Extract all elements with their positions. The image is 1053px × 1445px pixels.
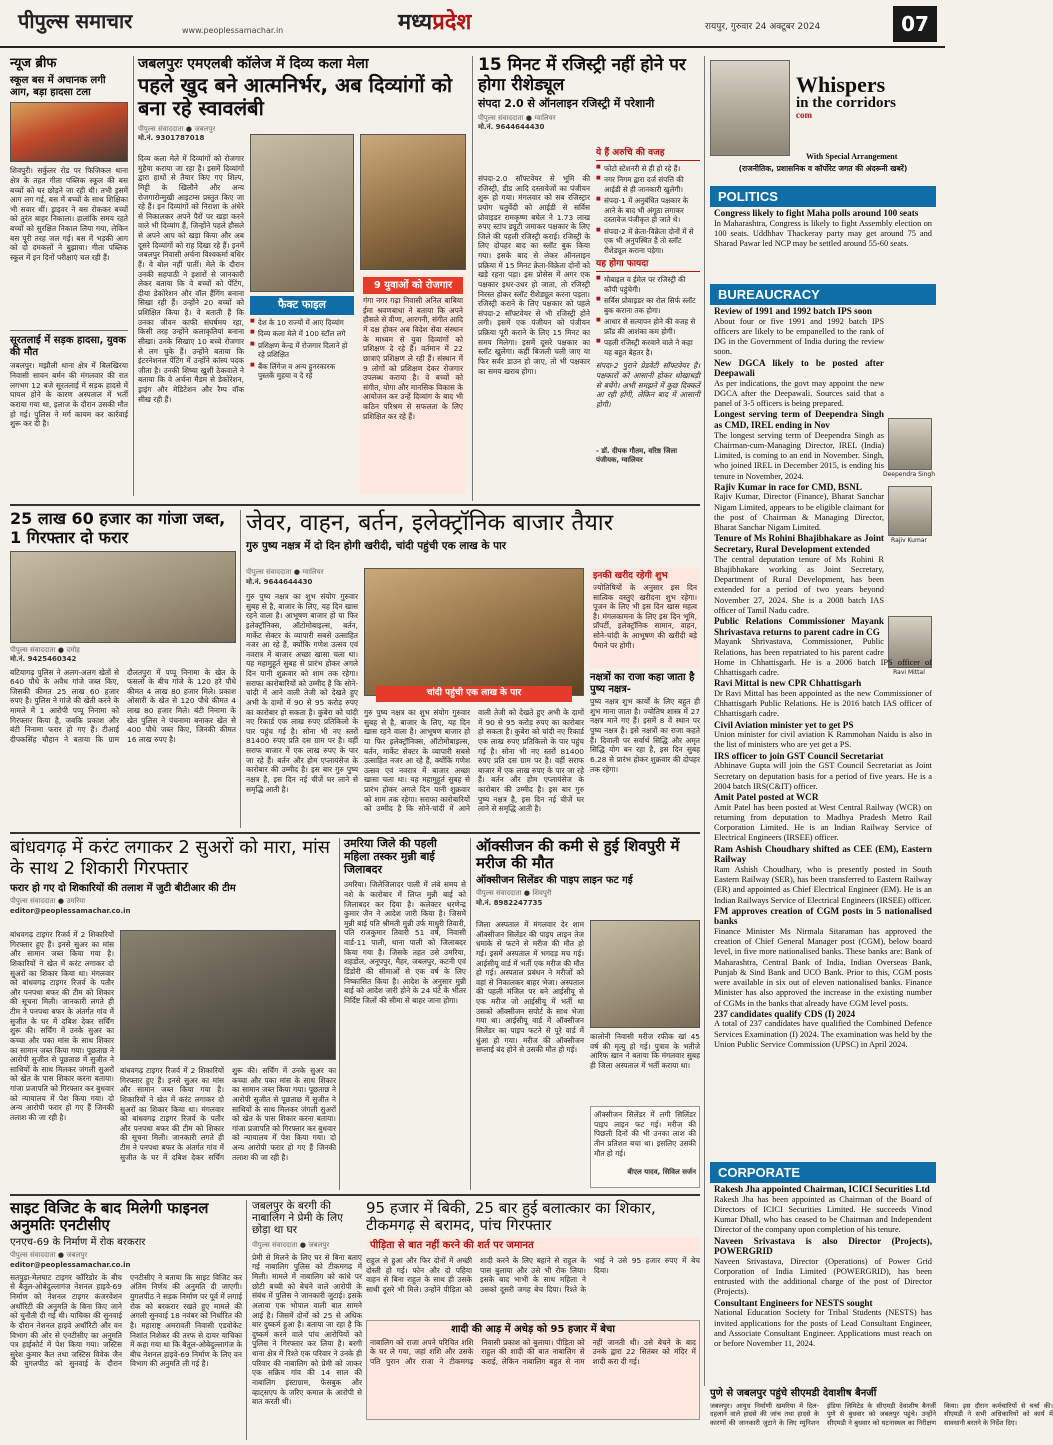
pigs-body: बांधवगढ़ टाइगर रिजर्व में 2 शिकारियों गिरफ्तार हुए हैं। इनसे सुअर का मांस और सामान जब्त किया गया है। शिकारियों ने खेत में करंट लगाकर दो सुअरों का शिकार किया था। मंगलवार को बांधवगढ़ टाइगर रिजर्व के पतौर और पनपथा बफर की टीम को शिकार की सूचना मिली। जानकारी लगते ही टीम ने पनपथा बफर के अंतर्गत गांव में सुजीत के घर में दबिश देकर सर्चिंग शुरू की। सर्चिंग में उनके सुअर का कच्चा और पका मांस के साथ शिकार का सामान जब्त किया गया। पूछताछ ने आरोपी सुजीत से पूछताछ में सुजीत ने साथियों के साथ मिलकर जंगली सुअरों को खेत के पास शिकार करना बताया। गांजा प्रजापति को गिरफ्तार कर बुधवार को न्यायालय में पेश किया गया। दो अन्य आरोपी फरार हो गए हैं जिनकी तलाश की जा रही है।	[10, 930, 114, 1122]
gain-item: ■ आधार से सत्यापन होने की वजह से फ्रॉड की आशंका कम होगी।	[596, 317, 700, 336]
bazaar-byline: पीपुल्स संवाददाता ● ग्वालियर	[246, 568, 324, 576]
bargi-story	[252, 1200, 362, 1440]
bureau-item: Rajiv Kumar in race for CMD, BSNL Rajiv Kumar, Director (Finance), Bharat Sanchar Nigam Limited, appears to be eligible claimant for the post of Chairman & Managing Director, Bharat Sanchar Nigam Limited.	[714, 481, 884, 533]
why-item: ■ संपदा-2 में क्रेता-विक्रेता दोनों में से एक भी अनुपस्थित है तो स्लॉट रीशेड्यूल कराना पड़ेगा।	[596, 227, 700, 256]
bureau-item: Tenure of Ms Rohini Bhajibhakare as Joint Secretary, Rural Development extended The central deputation tenure of Ms Rohini R Bhajibhakare working as Joint Secretary, Department of Rural Development, has been extended for a period of two years beyond November 27, 2024. She is a 2008 batch IAS officer of Tamil Nadu cadre.	[714, 533, 884, 615]
pushya-title: नक्षत्रों का राजा कहा जाता है पुष्य नक्षत्र-	[590, 672, 695, 695]
politics-headline: Congress likely to fight Maha polls around 100 seats	[714, 208, 919, 218]
bureau-item: Amit Patel posted at WCR Amit Patel has been posted at West Central Railway (WCR) on returning from deputation to Madhya Pradesh Metro Rail Corporation Limited. He is an Indian Railway Service of Electrical Engineers (IRSEE) officer.	[714, 792, 932, 843]
pigs-email[interactable]: editor@peoplessamachar.co.in	[10, 906, 131, 915]
bureau-item: Civil Aviation minister yet to get PS Union minister for civil aviation K Rammohan Naidu is also in the list of ministers who are yet get a PS.	[714, 719, 932, 750]
column-rule	[240, 510, 241, 828]
bureaucracy-list	[714, 306, 932, 1156]
column-rule	[704, 56, 705, 1386]
surgeon-quote: ऑक्सीजन सिलेंडर में लगी सिलिंडर पाइप लाइन फट गई। मरीज की पिछली दिनों की भी उनका लाश की तीन प्रतिशत बचा था। इसलिए उसकी मौत हो गई।	[594, 1110, 696, 1158]
bazaar-body: गुरु पुष्य नक्षत्र का शुभ संयोग गुरुवार सुबह से है, बाजार के लिए, यह दिन खास रहने वाला है। आभूषण बाजार हो या फिर इलेक्ट्रॉनिक्स, ऑटोमोबाइल्स, बर्तन, मार्केट सेक्टर के व्यापारी सबसे उत्साहित नजर आ रहे हैं, क्योंकि गणेश उत्सव एवं नवरात्र में बाजार अच्छा खासा चला था। यह महामुहूर्त सुबह से प्रारंभ होकर अगले दिन यानी शुक्रवार को शाम तक रहेगा। सराफा कारोबारियों को उम्मीद है कि सोने-चांदी में आने वाली तेजी को देखते हुए अभी के दामों में 90 से 95 करोड़ रुपए का कारोबार हो सकता है। कुबेरा को चांदी नए रिकार्ड एक लाख रुपए प्रतिकिलो के पार पहुंच गई है। सोना भी नए स्तरों 81400 रुपए प्रति दस ग्राम पर है। वहीं सराफ बाजार में एक लाख रुपए के पार जा रहे हैं। बर्तन और होम एप्लायंसेज के कारोबार की उम्मीद है। इस बार गुरु पुष्य नक्षत्र है, इस दिन नई चीजें घर लाने से समृद्धि आती है।	[246, 592, 358, 794]
shubh-box	[590, 568, 700, 668]
artwork-photo	[250, 134, 354, 292]
sold-sub: पीड़िता से बात नहीं करने की शर्त पर जमानत	[366, 1238, 700, 1253]
mela-body: दिव्य कला मेले में दिव्यांगों को रोजगार मुहैया कराया जा रहा है। इसमें दिव्यांगों द्वारा हाथों से तैयार किए गए शिल्प, मिट्टी के खिलौने और अन्य रोजगारोन्मुखी आइटम्स प्रस्तुत किए जा रहे हैं। इन दिव्यांगों को निराशा के अंधेरे से निकालकर अपने पैरों पर खड़ा करने वाले भी दिव्यांग हैं, जिन्होंने पहले हौसले से अपने आप को खड़ा किया और अब दूसरे दिव्यांगों को राह दिखा रहे हैं। इनमें जबलपुर निवासी अर्चना विश्वकर्मा बधिर हैं। वे बोल नहीं पातीं। मेले के दौरान उनकी सहपाठी ने इशारों से जानकारी लेकर बताया कि वे बच्चों को पेंटिंग, दीया डेकोरेशन और वॉल हैंगिंग बनाना सिखा रही हैं। उन्होंने 20 बच्चों को प्रशिक्षित किया है। वे बताती हैं कि उनका जीवन काफी संघर्षमय रहा, किसी तरह उन्होंने कलाकृतियां बनाना सीखा। उनके सिखाए 10 बच्चे रोजगार से लग चुके हैं। उन्होंने बताया कि इंटरनेशनल पेंटिंग में उन्होंने कांस्य पदक जीता है। उनकी शिष्या खुशी ठेकवाले ने बताया कि वे अर्चना मैडम से डेकोरेशन, ड्राइंग और मेडिटेशन और रैम्प वॉक सीख रही हैं।	[138, 154, 244, 404]
ganja-headline: 25 लाख 60 हजार का गांजा जब्त, 1 गिरफ्तार दो फरार	[10, 509, 226, 547]
mela-headline: पहले खुद बने आत्मनिर्भर, अब दिव्यांगों को बना रहे स्वावलंबी	[138, 73, 453, 121]
munni-story	[344, 838, 466, 1190]
bureau-item: Ravi Mittal is new CPR Chhattisgarh Dr Ravi Mittal has been appointed as the new Commissioner of Chhattisgarh Public Relations. He is 2016 batch IAS officer of Chhattisgarh cadre.	[714, 678, 932, 719]
section-title: मध्यप्रदेश	[398, 10, 472, 35]
corp-item: Naveen Srivastava is also Director (Projects), POWERGRID Naveen Srivastava, Director (Operations) of Power Grid Corporation of India Limited (POWERGRID), has been entrusted with the additional charge of the post of Director (Projects).	[714, 1235, 932, 1297]
brand-logo: पीपुल्स समाचार	[18, 9, 133, 33]
bazaar-phone: मो.नं. 9644644430	[246, 578, 313, 586]
politics-band: POLITICS	[710, 186, 936, 207]
whispers-column	[710, 56, 936, 1386]
registry-byline: पीपुल्स संवाददाता ● ग्वालियर	[478, 114, 556, 123]
pigs-headline: बांधवगढ़ में करंट लगाकर 2 सुअरों को मारा, मांस के साथ 2 शिकारी गिरफ्तार	[10, 837, 330, 879]
shubh-title: इनकी खरीद रहेगी शुभ	[593, 571, 668, 581]
column-rule	[470, 838, 471, 1190]
news-brief	[10, 56, 128, 496]
gain-list	[596, 275, 700, 357]
fact-item: ■ दिव्य कला मेले में 100 स्टॉल लगे	[250, 329, 354, 339]
oxygen-sub: ऑक्सीजन सिलेंडर की पाइप लाइन फट गई	[476, 874, 633, 886]
youth-box-title: 9 युवाओं को रोजगार	[363, 277, 463, 294]
whispers-tag: com	[796, 110, 812, 120]
mela-story	[138, 56, 468, 501]
section-divider	[10, 832, 700, 834]
registry-headline: 15 मिनट में रजिस्ट्री नहीं होने पर होगा रीशेड्यूल	[478, 55, 686, 95]
ntca-email[interactable]: editor@peoplessamachar.co.in	[10, 1260, 131, 1269]
ntca-headline: साइट विजिट के बाद मिलेगी फाइनल अनुमतिः एनटीसीए	[10, 1199, 209, 1235]
sold-box	[366, 1320, 700, 1420]
registry-body: संपदा-2.0 सॉफ्टवेयर से भूमि की रजिस्ट्री, डीड आदि दस्तावेजों का पंजीयन शुरू हो गया। मंगलवार को सब रजिस्ट्रार प्रयोग चतुर्वेदी को आईडी से सर्विस प्रोवाइडर रामकृष्ण बघेल ने 1.73 लाख रुपए स्टांप ड्यूटी जमाकर पक्षकार के लिए जिले की पहली रजिस्ट्री कराई। रजिस्ट्री के लिए दोपहर बाद का स्लॉट बुक किया गया। इसके बाद से लेकर ऑनलाइन प्रक्रिया में 15 मिनट क्रेता-विक्रेता दोनों को खड़े रहना पड़ा। इस प्रोसेस में अगर एक पक्षकार इधर-उधर हो जाता, तो रजिस्ट्री निरस्त होकर स्लॉट रीशेड्यूल करना पड़ता। रजिस्ट्री कराने के लिए पक्षकार को पहले संपदा-2 सॉफ्टवेयर से भी रजिस्ट्री होने लगी। इसमें एक पंजीयन को पंजीयन प्रक्रिया पूरी कराने के लिए 15 मिनट का समय मिलेगा। इसमें दूसरे पक्षकार का स्लॉट खुलेगा। कहीं बिजली चली जाए या फिर सर्वर डाउन हो जाए, तो भी पक्षकार का समय खराब होगा।	[478, 174, 590, 376]
column-rule	[133, 56, 134, 496]
politics-body: In Maharashtra, Congress is likely to fight Assembly election on 100 seats. Uddhhav Thackeray party may get around 75 and Sharad Pawar led NCP may be settled around 55-60 seats.	[714, 218, 932, 249]
oxygen-byline: पीपुल्स संवाददाता ● शिवपुरी	[476, 889, 552, 898]
ganja-byline: पीपुल्स संवाददाता ● दमोह	[10, 646, 80, 655]
surgeon-quote-box	[590, 1106, 700, 1188]
ganja-body: बटियागढ़ पुलिस ने अलग-अलग खेतों से 640 पौधे के अवैध गांजे जब्त किए, जिसकी कीमत 25 लाख 60 हजार रुपए है। पुलिस ने गांजे की खेती करने के मामले में 1 आरोपी पप्पू निनामा को गिरफ्तार किया है, जबकि प्रकाश और बंटी निनामा फरार हो गए हैं। टीआई दीपकसिंह चौहान ने बताया कि ग्राम दौलतपुरा में पप्पू निनामा के खेत के फसलों के बीच गांजे के 120 हरे पौधे कीमत 4 लाख 80 हजार मिले। प्रकाश ओसारी के खेत से 120 पौधे कीमत 4 लाख 80 हजार मिले। बंटी निनामा के खेत पुलिस ने पंचनामा बनाकर खेत से 400 पौधे जब्त किए, जिनकी कीमत 16 लाख रुपए है।	[10, 667, 236, 744]
registry-story	[478, 56, 700, 501]
pigs-story	[10, 838, 336, 1190]
brief-body-2: जबलपुर। मझौली थाना क्षेत्र में बिलखिरया निवासी सावन बर्मन की मंगलवार की रात लगभग 12 बजे सूरतलाई में सड़क हादसे में घायल होने के कारण अस्पताल में भर्ती कराया गया था, इलाज के दौरान उसकी मौत हो गई। पुलिस ने मर्ग कायम कर कार्रवाई शुरू कर दी है।	[10, 361, 128, 429]
registry-quote-by: - डॉ. दीपक गौतम, वरिष्ठ जिला पंजीयक, ग्वालियर	[596, 447, 678, 465]
sold-box-body: नाबालिग को राजा अपने परिचित शशि के घर ले गया, जहां शशि और उसके पति पुरान और राजा ने टीकमगढ़ निवासी प्रकाश को बुलाया। पीड़िता को राहुल की शादी की बात नाबालिग से कराई, लेकिन नाबालिग बहुत से नाम नहीं जानती थी। उसे बेचने के बाद उनके द्वारा 22 सितंबर को मंदिर में शादी करा दी गई।	[370, 1337, 696, 1366]
section-divider	[10, 504, 700, 506]
bargi-byline: पीपुल्स संवाददाता ● जबलपुर	[252, 1240, 330, 1249]
corporate-list	[714, 1184, 932, 1380]
youth-box-body: गंगा नगर गढ़ा निवासी अनिल बाबिया ईमा श्रवणबाधा ने बताया कि अपने हौसले से वीणा, आरगनी, संगीत आदि में दक्ष होकर अब विदेश सेवा संस्थान के माध्यम से युवा दिव्यांगों को प्रशिक्षण दे रहे हैं। वर्तमान में 22 छात्राएं प्रशिक्षण ले रही हैं। संस्थान में 9 लोगों को प्रशिक्षण देकर रोजगार उपलब्ध कराया है। वे बच्चों को संगीत, योगा और मानसिक विकास के आयोजन कर उन्हें दिव्यांग के बाद भी कठिन परिश्रम से सफलता के लिए प्रशिक्षित कर रहे हैं।	[363, 296, 463, 421]
forest-team-photo	[120, 930, 336, 1060]
fact-file	[250, 296, 354, 383]
why-list	[596, 164, 700, 256]
bureau-item: Longest serving term of Deependra Singh as CMD, IREL ending in Nov The longest serving term of Deependra Singh as Chairman-cum-Managing Director, IREL (India) Limited, is coming to an end in November. Singh, who joined IREL in December 2015, is ending his tenure in November, 2024.	[714, 409, 884, 481]
brief-label: न्यूज ब्रीफ	[10, 56, 57, 71]
mug-caption: Rajiv Kumar	[891, 537, 927, 544]
gain-item: ■ मोबाइल व ईमेल पर रजिस्ट्री की कॉपी पहुंचेगी।	[596, 275, 700, 294]
politics-item	[714, 208, 932, 249]
hospital-photo	[590, 920, 700, 1028]
corp-item: Rakesh Jha appointed Chairman, ICICI Securities Ltd Rakesh Jha has been appointed as Chairman of the Board of Directors of ICICI Securities Limited. He succeeds Vinod Kumar Dhall, who has ceased to be Chairman and Independent Director of the company upon completion of his tenure.	[714, 1184, 932, 1235]
site-url[interactable]: www.peoplessamachar.in	[182, 26, 284, 35]
gain-title: यह होगा फायदा	[596, 259, 700, 272]
fact-item: ■ बैंक लिंगेज व अन्य हुनरकारक पुस्तकें मुहया व दे रहे	[250, 362, 354, 381]
ntca-body: सतपुड़ा-मेलघाट टाइगर कॉरिडोर के बीच से बैतूल-ओबेदुल्लागंज नेशनल हाइवे-69 निर्माण को नेशनल टाइगर कंजरवेशन अथॉरिटी की अनुमति के बिना किए जाने को चुनौती दी गई थी। याचिका की सुनवाई के दौरान नेशनल हाइवे अथॉरिटी और वन विभाग की ओर से एनटीसीए का अनुमति पत्र हाईकोर्ट में पेश किया गया। जस्टिस सुरेश कुमार कैत तथा जस्टिस विवेक जैन की युगलपीठ को सुनवाई के दौरान एनटीसीए ने बताया कि साइट विजिट कर अंतिम निर्णय की अनुमति दी जाएगी। युगलपीठ ने सड़क निर्माण पर पूर्व में लगाई रोक को बरकरार रखते हुए मामले की अगली सुनवाई 18 नवंबर को निर्धारित की है। महाराष्ट्र अमरावती निवासी एडवोकेट निशांत निशेकर की तरफ से दायर याचिका में कहा गया था कि बैतूल-ओबेदुल्लागंज के बीच नेशनल हाइवे-69 निर्माण के लिए वन विभाग की अनुमति ली गई है।	[10, 1272, 243, 1369]
whispers-caption: (राजनीतिक, प्रशासनिक व कॉर्पोरेट जगत की अंदरूनी खबरें)	[738, 164, 908, 173]
devashish-story	[710, 1388, 1053, 1440]
bureau-item: Public Relations Commissioner Mayank Shrivastava returns to parent cadre in CG Mayank Shrivastava, Commissioner, Public Relations, has been repatriated to his parent cadre Home in Chhattisgarh. He is a 2006 batch IPS officer of Chhattisgarh cadre.	[714, 616, 932, 678]
arrangement: With Special Arrangement	[806, 152, 898, 161]
munni-body: उमरिया। जिलेजिलादर पाली में लंबे समय से नशे के कारोबार में लिप्त मुन्नी बाई को जिलाबदर कर दिया है। कलेक्टर धरणेन्द्र कुमार जैन ने आदेश जारी किया है। जिसमें मुन्नी बाई पति श्रीमती मुन्नी उर्फ माधुरी तिवारी, पति राजकुमार तिवारी 51 वर्ष, निवासी वार्ड-11 पाली, थाना पाली को जिलाबदर किया गया है। जिसके तहत उसे उमरिया, शहडोल, अनूपपुर, मैहर, जबलपुर, कटनी एवं डिंडोरी की सीमाओं से एक वर्ष के लिए निष्कासित किया है। आदेश के अनुसार मुन्नी बाई को आदेश जारी होने के 24 घंटे के भीतर निर्दिष्ट जिलों की सीमा से बाहर जाना होगा।	[344, 880, 466, 1005]
gain-item: ■ पहली रजिस्ट्री करवाने वाले ने कहा यह बहुत बेहतर है।	[596, 338, 700, 357]
pushya-body: पुष्य नक्षत्र शुभ कार्यों के लिए बहुत ही शुभ माना जाता है। ज्योतिष शास्त्र में 27 नक्षत्र माने गए हैं। इसमें 8 वें स्थान पर पुष्य नक्षत्र है। इसे नक्षत्रों का राजा कहते हैं। दिवाली पर सर्वार्थ सिद्धि और अमृत सिद्धि योग बन रहा है, इस दिन सुबह 6.28 से प्रारंभ होकर शुक्रवार की दोपहर तक रहेगा।	[590, 697, 700, 774]
bazaar-story	[246, 510, 700, 828]
bureau-item: New DGCA likely to be posted after Deepawali As per indications, the govt may appoint the new DGCA after the Deepawali. Sources said that a panel of 3-5 officers is being prepared.	[714, 357, 884, 409]
columnist-photo	[710, 60, 790, 156]
devashish-headline: पुणे से जबलपुर पहुंचे सीएमडी देवाशीष बैनर्जी	[710, 1388, 877, 1399]
divider	[10, 330, 128, 331]
registry-sub: संपदा 2.0 से ऑनलाइन रजिस्ट्री में परेशानी	[478, 97, 655, 111]
why-box	[596, 148, 700, 466]
why-item: ■ फोटो स्टेशनरी से ही हो रहे हैं।	[596, 164, 700, 174]
silver-caption: चांदी पहुंची एक लाख के पार	[376, 686, 572, 702]
sold-box-title: शादी की आड़ में अधेड़ को 95 हजार में बेचा	[451, 1323, 615, 1335]
mug-caption: Deependra Singh	[882, 471, 936, 478]
whispers-line2: in the corridors	[796, 95, 896, 111]
why-title: ये हैं अरुचि की वजह	[596, 148, 700, 161]
why-item: ■ संपदा-1 में अनुबंधित पक्षकार के आने के बाद भी अंगूठा लगाकर दस्तावेज पंजीकृत हो जाते थे।	[596, 196, 700, 225]
bureau-item: Review of 1991 and 1992 batch IPS soon About four or five 1991 and 1992 batch IPS officers are likely to be empanelled to the rank of DG in the Government of India during the review soon.	[714, 306, 884, 357]
munni-headline: उमरिया जिले की पहली महिला तस्कर मुन्नी बाई जिलाबदर	[344, 837, 437, 876]
page-number: 07	[893, 6, 937, 42]
bureau-item: IRS officer to join GST Council Secretariat Abhinave Gupta will join the GST Council Secretariat as Joint Secretary on deputation basis for a period of five years. He is a 2004 batch IRS(C&IT) officer.	[714, 750, 932, 791]
fact-file-title: फैक्ट फाइल	[250, 296, 354, 315]
fact-item: ■ प्रशिक्षण केन्द्र में रोजगार दिलाने हो रहे प्रशिक्षित	[250, 341, 354, 360]
craft-photo	[360, 134, 466, 270]
ntca-story	[10, 1200, 242, 1440]
bureau-item: 237 candidates qualify CDS (I) 2024 A total of 237 candidates have qualified the Combined Defence Services Examination (I) 2024. The examination was held by the Union Public Service Commission (UPSC) in April 2024.	[714, 1008, 932, 1049]
ntca-sub: एनएच-69 के निर्माण में रोक बरकरार	[10, 1236, 146, 1248]
why-item: ■ नगर निगम द्वारा दर्ज संपत्ति की आईडी से ही जानकारी खुलेगी।	[596, 175, 700, 194]
whispers-logo	[796, 74, 936, 120]
ganja-phone: मो.नं. 9425460342	[10, 655, 77, 664]
fact-item: ■ देश के 10 राज्यों में आए दिव्यांग	[250, 318, 354, 328]
bazaar-headline: जेवर, वाहन, बर्तन, इलेक्ट्रॉनिक बाजार तैयार	[246, 510, 614, 536]
bazaar-body-2	[364, 708, 584, 828]
sold-headline: 95 हजार में बिकी, 25 बार हुई बलात्कार का शिकार, टीकमगढ़ से बरामद, पांच गिरफ्तार	[366, 1199, 656, 1235]
fact-list	[250, 318, 354, 381]
bureau-item: FM approves creation of CGM posts in 5 nationalised banks Finance Minister Ms Nirmala Sitaraman has approved the creation of Chief General Manager post (CGM), below board level, in five more nationalised banks. These banks are: Bank of Maharashtra, Central Bank of India, Indian Overseas Bank, Punjab & Sind Bank and UCO Bank. Prior to this, CGM posts were available in six out of eleven nationalised banks. Finance Minister has also approved the increase in the existing number of CGMs in the banks that already have CGM level posts.	[714, 905, 932, 1008]
pigs-sub: फरार हो गए दो शिकारियों की तलाश में जुटी बीटीआर की टीम	[10, 882, 236, 894]
bazaar-body-2-cols: गुरु पुष्य नक्षत्र का शुभ संयोग गुरुवार सुबह से है, बाजार के लिए, यह दिन खास रहने वाला है। आभूषण बाजार हो या फिर इलेक्ट्रॉनिक्स, ऑटोमोबाइल्स, बर्तन, मार्केट सेक्टर के व्यापारी सबसे उत्साहित नजर आ रहे हैं, क्योंकि गणेश उत्सव एवं नवरात्र में बाजार अच्छा खासा चला था। यह महामुहूर्त सुबह से प्रारंभ होकर अगले दिन यानी शुक्रवार को शाम तक रहेगा। सराफा कारोबारियों को उम्मीद है कि सोने-चांदी में आने वाली तेजी को देखते हुए अभी के दामों में 90 से 95 करोड़ रुपए का कारोबार हो सकता है। कुबेरा को चांदी नए रिकार्ड एक लाख रुपए प्रतिकिलो के पार पहुंच गई है। सोना भी नए स्तरों 81400 रुपए प्रति दस ग्राम पर है। वहीं सराफ बाजार में एक लाख रुपए के पार जा रहे हैं। बर्तन और होम एप्लायंसेज के कारोबार की उम्मीद है। इस बार गुरु पुष्य नक्षत्र है, इस दिन नई चीजें घर लाने से समृद्धि आती है।	[364, 708, 584, 814]
bazaar-sub: गुरु पुष्य नक्षत्र में दो दिन होगी खरीदी, चांदी पहुंची एक लाख के पार	[246, 539, 507, 552]
column-rule	[246, 1200, 247, 1440]
ntca-byline: पीपुल्स संवाददाता ● जबलपुर	[10, 1251, 88, 1260]
column-rule	[339, 838, 340, 1190]
whispers-line1: Whispers	[796, 72, 886, 97]
bureaucracy-band: BUREAUCRACY	[710, 284, 936, 305]
ganja-story	[10, 510, 236, 828]
mela-byline: पीपुल्स संवाददाता ● जबलपुर	[138, 124, 216, 133]
oxygen-story	[476, 838, 700, 1190]
shubh-body: ज्योतिषियों के अनुसार इस दिन सात्विक वस्तुएं खरीदना शुभ रहेगा। पूजन के लिए भी इस दिन खास महत्व है। मंगलकामना के लिए इस दिन भूमि, प्रॉपर्टी, इलेक्ट्रॉनिक सामान, वाहन, सोने-चांदी के आभूषण की खरीदी बड़े पैमाने पर होगी।	[593, 582, 697, 650]
column-rule	[472, 56, 473, 501]
pushya-box	[590, 672, 700, 828]
brief-headline-2: सूरतलाई में सड़क हादसा, युवक की मौत	[10, 335, 126, 358]
pigs-byline: पीपुल्स संवाददाता ● उमरिया	[10, 897, 86, 906]
oxygen-headline: ऑक्सीजन की कमी से हुई शिवपुरी में मरीज की मौत	[476, 837, 680, 873]
bargi-kicker: जबलपुर के बरगी की नाबालिग ने प्रेमी के लिए छोड़ा था घर	[252, 1200, 343, 1237]
brief-body-1: शिवपुरी। सर्कुलर रोड पर फिजिकल थाना क्षेत्र के तहत गीता पब्लिक स्कूल की बस बच्चों को घर छोड़ने जा रही थी। तभी इसमें आग लग गई, बस में बच्चों के साथ शिक्षिका भी सवार थीं। ड्राइवर ने बस रोककर बच्चों को तुरंत बाहर निकाला। हालांकि समय रहते बच्चों को सुरक्षित निकाल लिया गया, लेकिन बस पूरी तरह जल गई। बस में भड़की आग को दो दमकलों ने बुझाया। गीता पब्लिक स्कूल में इन दिनों परीक्षाएं चल रही हैं।	[10, 166, 128, 262]
mug-spacer	[884, 406, 932, 514]
registry-phone: मो.नं. 9644644430	[478, 123, 545, 132]
oxygen-body: जिला अस्पताल में मंगलवार देर शाम ऑक्सीजन सिलेंडर की पाइप लाइन तेज धमाके से फटने से मरीज की मौत हो गई। इसमें अस्पताल में भगदड़ मच गई। आईसीयू वार्ड में भर्ती एक मरीज की मौत हो गई। अस्पताल प्रबंधन ने मरीजों को वहां से निकालकर बाहर भेजा। अस्पताल की पहली मंजिल पर बने आईसीयू से एक मरीज जो आईसीयू में भर्ती था उसको ऑक्सीजन सपोर्ट के साथ भेजा गया था। आईसीयू वार्ड में ऑक्सीजन सिलेंडर का पाइप फटने से पूरे वार्ड में धुंआ हो गया। मरीज की ऑक्सीजन सप्लाई बंद होने से उसकी मौत हो गई।	[476, 920, 584, 1055]
mug-caption: Ravi Mittal	[893, 669, 925, 676]
section-divider	[10, 1194, 700, 1196]
gain-item: ■ सर्विस प्रोवाइडर का रोल सिर्फ स्लॉट बुक कराना तक होगा।	[596, 296, 700, 315]
mela-phone: मो.नं. 9301787018	[138, 133, 205, 142]
surgeon-name: बीएल यादव, सिविल सर्जन	[627, 1168, 696, 1176]
jewellery-shop-photo	[364, 568, 584, 696]
masthead	[0, 0, 945, 48]
oxygen-photo-caption: कालोनी निवासी मरीज रफीक खां 45 वर्ष की मृत्यु हो गई। पुत्राव के भतीजे आरिफ खान ने बताया कि मंगलवार सुबह ही जिला अस्पताल में भर्ती कराया था।	[590, 1032, 700, 1070]
mug-spacer	[884, 588, 932, 654]
brief-headline-1: स्कूल बस में अचानक लगी आग, बड़ा हादसा टला	[10, 75, 106, 98]
oxygen-phone: मो.नं. 8982247735	[476, 898, 543, 907]
registry-quote: संपदा-2 पुराने प्रेडवेटी सॉफ्टवेयर है। पक्षकारों को आसानी होकर धोखाधड़ी से बचेंगे। अभी समझने में कुछ दिक्कतें आ रही होंगी, लेकिन बाद में आसानी होगी।	[596, 361, 700, 409]
corporate-band: CORPORATE	[710, 1162, 936, 1183]
bureau-item: Ram Ashish Choudhary shifted as CEE (EM), Eastern Railway Ram Ashish Choudhary, who is presently posted in South Eastern Railway (SER), has been transferred to Eastern Railway (ER) and appointed as Chief Electrical Engineer (EM). He is an Indian Railways Service of Electrical Engineers (IRSEE) officer.	[714, 843, 932, 905]
sold-body: राहुल से हुआ और फिर दोनों में अच्छी दोस्ती हो गई। फोन और दो पहिया वाहन से बिना राहुल के साथ ही उसके साथी दूसरे भी मिले। उन्होंने पीड़िता को शादी करने के लिए बहाने से राहुल के पास बुलाया और उसे भी रोक लिया। इसके बाद भाभी के साथ महिला ने उसको दूसरी जगह बेच दिया। रिश्ते के भाई ने उसे 95 हजार रुपए में बेच दिया।	[366, 1255, 700, 1294]
devashish-body: जबलपुर। आयुध निर्माणी खमरिया में दिल-दहलाने वाले हादसे की जांच तथा हादसे के कारणों की जानकारी जुटाने के लिए म्युनिशन इंडिया लिमिटेड के सीएमडी देवाशीष बैनर्जी पुणे से बुधवार को जबलपुर पहुंचे। उन्होंने सीएमडी ने बुधवार को घटनास्थल का निरीक्षण किया। इस दौरान कर्मचारियों से चर्चा की। सीएमडी ने सभी अधिकारियों को कार्य में सावधानी बरतने के निर्देश दिए।	[710, 1401, 1053, 1427]
ganja-photo	[10, 551, 236, 643]
bargi-body: प्रेमी से मिलने के लिए घर से बिना बताए गई नाबालिग पुलिस को टीकमगढ़ में मिली। मामले में नाबालिग को कांधे पर छोटी बच्ची को बेचने वाले आरोपी के संबंध में पुलिस ने जानकारी जुटाई। इसके अलावा एक भोपाल वाली बात सामने आई है। जिसमें दोनों को 25 से अधिक बार दुष्कर्म हुआ है। बताया जा रहा है कि दुष्कर्म करने वाले पांच आरोपियों को पुलिस ने गिरफ्तार कर लिया है। बरगी थाना क्षेत्र में रिश्ते एक परिवार ने उनके ही परिवार की नाबालिग को प्रेमी को जाकर एक सक्रिय गांव की 14 साल की नाबालिग इंस्टाग्राम, फेसबुक और व्हाट्सएप के जरिए कमाल के आरोपी से बात करती थी।	[252, 1252, 362, 1407]
sold-story	[366, 1200, 700, 1440]
youth-employment-box	[360, 274, 466, 494]
pigs-body-2: बांधवगढ़ टाइगर रिजर्व में 2 शिकारियों गिरफ्तार हुए हैं। इनसे सुअर का मांस और सामान जब्त किया गया है। शिकारियों ने खेत में करंट लगाकर दो सुअरों का शिकार किया था। मंगलवार को बांधवगढ़ टाइगर रिजर्व के पतौर और पनपथा बफर की टीम को शिकार की सूचना मिली। जानकारी लगते ही टीम ने पनपथा बफर के अंतर्गत गांव में सुजीत के घर में दबिश देकर सर्चिंग शुरू की। सर्चिंग में उनके सुअर का कच्चा और पका मांस के साथ शिकार का सामान जब्त किया गया। पूछताछ ने आरोपी सुजीत से पूछताछ में सुजीत ने साथियों के साथ मिलकर जंगली सुअरों को खेत के पास शिकार करना बताया। गांजा प्रजापति को गिरफ्तार कर बुधवार को न्यायालय में पेश किया गया। दो अन्य आरोपी फरार हो गए हैं जिनकी तलाश की जा रही है।	[120, 1066, 336, 1162]
bus-fire-photo	[10, 102, 128, 162]
mela-kicker: जबलपुरः एमएलबी कॉलेज में दिव्य कला मेला	[138, 56, 369, 72]
dateline: रायपुर, गुरुवार 24 अक्टूबर 2024	[705, 22, 821, 32]
corp-item: Consultant Engineers for NESTS sought National Education Society for Tribal Students (NESTS) has invited applications for the posts of Lead Consultant Engineer, and Associate Consultant Engineer. Applications must reach on or before November 11, 2024.	[714, 1297, 932, 1349]
